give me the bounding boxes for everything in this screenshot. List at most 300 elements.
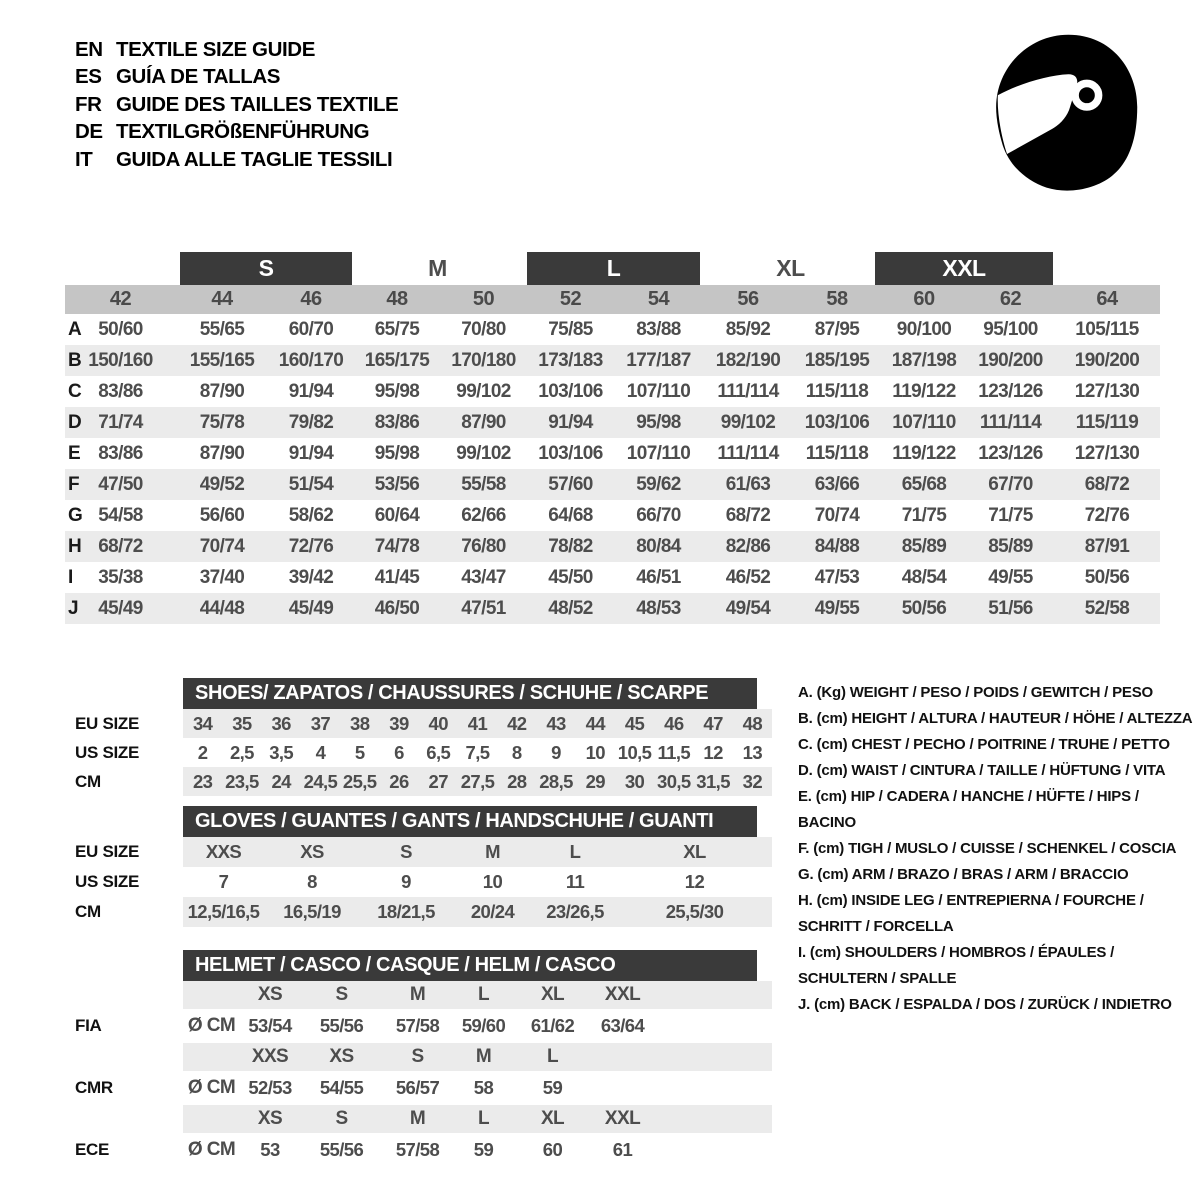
helmet-size: XS xyxy=(329,1046,354,1067)
size-value: 70/74 xyxy=(814,505,860,526)
language-title: TEXTILE SIZE GUIDE xyxy=(116,37,315,61)
shoes-value: 37 xyxy=(310,712,331,734)
helmet-size: XL xyxy=(540,984,565,1005)
shoes-value: 38 xyxy=(350,712,370,734)
gloves-row-label: EU SIZE xyxy=(75,842,140,861)
size-number: 50 xyxy=(472,288,495,310)
size-value: 49/52 xyxy=(199,474,245,495)
size-value: 79/82 xyxy=(288,412,334,433)
shoes-value: 35 xyxy=(232,712,252,734)
size-value: 105/115 xyxy=(1075,319,1139,340)
row-letter: J xyxy=(68,598,79,619)
size-value: 55/65 xyxy=(199,319,245,340)
shoes-value: 39 xyxy=(389,712,409,734)
helmet-value: 53/54 xyxy=(248,1015,292,1036)
legend-item: E. (cm) HIP / CADERA / HANCHE / HÜFTE / HIPS / BACINO xyxy=(798,788,1139,831)
shoes-value: 10 xyxy=(585,741,605,763)
shoes-value: 36 xyxy=(271,712,291,734)
diameter-unit: Ø CM xyxy=(187,1015,236,1036)
size-value: 80/84 xyxy=(636,536,681,557)
row-values xyxy=(65,438,1160,469)
size-value: 177/187 xyxy=(626,350,691,371)
language-row xyxy=(75,91,398,119)
size-value: 70/80 xyxy=(461,319,506,340)
legend-item: D. (cm) WAIST / CINTURA / TAILLE / HÜFTUNG / VITA xyxy=(798,762,1166,779)
shoes-table-title: SHOES/ ZAPATOS / CHAUSSURES / SCHUHE / SCARPE xyxy=(183,678,757,709)
helmet-sizes xyxy=(183,1105,772,1133)
size-value: 76/80 xyxy=(461,536,506,557)
shoes-row-label: EU SIZE xyxy=(75,713,140,733)
language-code: DE xyxy=(75,120,103,144)
shoes-row-values xyxy=(183,709,772,738)
size-value: 123/126 xyxy=(978,443,1043,464)
size-value: 61/63 xyxy=(725,474,771,495)
row-letter: F xyxy=(68,474,80,495)
shoes-value: 30,5 xyxy=(657,770,691,792)
shoes-value: 10,5 xyxy=(617,741,652,763)
shoes-value: 41 xyxy=(467,712,488,734)
helmet-value: 63/64 xyxy=(600,1015,645,1036)
size-value: 62/66 xyxy=(461,505,506,526)
shoes-value: 6,5 xyxy=(426,741,451,763)
size-value: 115/119 xyxy=(1075,412,1139,433)
language-code: IT xyxy=(75,147,93,171)
size-value: 91/94 xyxy=(548,412,593,433)
size-number: 58 xyxy=(826,288,848,310)
size-value: 95/98 xyxy=(374,443,420,464)
size-row-i xyxy=(65,562,1160,593)
legend-item: J. (cm) BACK / ESPALDA / DOS / ZURÜCK / INDIETRO xyxy=(798,996,1172,1013)
size-value: 55/58 xyxy=(461,474,506,495)
size-value: 103/106 xyxy=(804,412,870,433)
diameter-unit: Ø CM xyxy=(187,1139,236,1160)
size-value: 49/54 xyxy=(725,598,771,619)
size-value: 95/100 xyxy=(983,319,1038,340)
size-value: 60/64 xyxy=(374,505,420,526)
size-value: 51/54 xyxy=(288,474,334,495)
gloves-value: 25,5/30 xyxy=(665,901,724,922)
size-row-f xyxy=(65,469,1160,500)
size-value: 60/70 xyxy=(288,319,334,340)
size-value: 99/102 xyxy=(456,381,511,402)
size-value: 119/122 xyxy=(892,381,956,402)
row-values xyxy=(65,407,1160,438)
garment-measure-rows xyxy=(65,314,1160,624)
size-value: 83/86 xyxy=(374,412,420,433)
helmet-size: XS xyxy=(257,1108,283,1129)
size-value: 48/53 xyxy=(636,598,681,619)
helmet-row-spacer xyxy=(65,1043,183,1071)
size-value: 83/88 xyxy=(636,319,681,340)
size-number: 52 xyxy=(559,288,582,310)
row-letter: G xyxy=(68,505,83,526)
size-group-xl: XL xyxy=(776,255,805,281)
size-value: 107/110 xyxy=(892,412,956,433)
shoes-value: 2 xyxy=(197,741,208,763)
shoes-value: 30 xyxy=(624,770,645,792)
row-values xyxy=(65,314,1160,345)
gloves-value: 18/21,5 xyxy=(377,901,435,922)
gloves-row-values xyxy=(183,837,772,867)
gloves-value: M xyxy=(485,841,500,862)
helmet-size: XXL xyxy=(604,984,641,1005)
helmet-size: L xyxy=(477,1108,489,1129)
size-value: 45/49 xyxy=(288,598,334,619)
size-number: 46 xyxy=(300,288,322,310)
gloves-value: S xyxy=(400,841,412,862)
row-values xyxy=(65,376,1160,407)
helmet-size: XXS xyxy=(251,1046,289,1067)
size-value: 71/75 xyxy=(988,505,1033,526)
helmet-row-spacer xyxy=(65,981,183,1009)
size-group-l: L xyxy=(527,252,700,285)
shoes-value: 28 xyxy=(507,770,527,792)
shoes-value: 11,5 xyxy=(657,741,691,763)
legend-item: H. (cm) INSIDE LEG / ENTREPIERNA / FOURCHE / SCHRITT / FORCELLA xyxy=(798,892,1144,935)
size-value: 103/106 xyxy=(538,381,603,402)
shoes-value: 44 xyxy=(585,712,605,734)
helmet-values xyxy=(183,1009,772,1043)
size-value: 87/91 xyxy=(1084,536,1130,557)
language-code: FR xyxy=(75,92,102,116)
size-group-m: M xyxy=(428,255,447,281)
helmet-value: 59/60 xyxy=(461,1015,506,1036)
size-value: 187/198 xyxy=(891,350,957,371)
size-number: 62 xyxy=(999,288,1022,310)
shoes-value: 34 xyxy=(192,712,213,734)
shoes-value: 31,5 xyxy=(696,770,730,792)
size-value: 99/102 xyxy=(720,412,776,433)
size-value: 35/38 xyxy=(98,567,143,588)
size-value: 47/50 xyxy=(98,474,143,495)
gloves-value: 7 xyxy=(218,871,229,892)
size-number: 60 xyxy=(913,288,935,310)
size-value: 87/95 xyxy=(814,319,860,340)
row-letter: C xyxy=(68,381,82,402)
helmet-values xyxy=(183,1071,772,1105)
size-value: 72/76 xyxy=(288,536,334,557)
shoes-value: 8 xyxy=(511,741,522,763)
size-value: 65/68 xyxy=(901,474,947,495)
size-value: 48/54 xyxy=(901,567,947,588)
gloves-row-values xyxy=(183,897,772,927)
helmet-sizes-row-ece xyxy=(65,1105,1160,1133)
size-value: 53/56 xyxy=(374,474,420,495)
size-value: 127/130 xyxy=(1074,443,1140,464)
diameter-unit: Ø CM xyxy=(187,1077,236,1098)
helmet-standard-label: CMR xyxy=(75,1078,113,1097)
size-number: 56 xyxy=(737,288,759,310)
size-value: 68/72 xyxy=(725,505,771,526)
shoes-value: 43 xyxy=(546,712,566,734)
size-value: 127/130 xyxy=(1074,381,1140,402)
language-code: EN xyxy=(75,37,103,61)
language-title: GUIDE DES TAILLES TEXTILE xyxy=(116,92,399,116)
row-values xyxy=(65,500,1160,531)
size-value: 47/51 xyxy=(461,598,506,619)
helmet-sizes-row-cmr xyxy=(65,1043,1160,1071)
helmet-size: S xyxy=(411,1046,424,1067)
helmet-value: 60 xyxy=(542,1139,563,1160)
row-letter: A xyxy=(68,319,82,340)
size-value: 68/72 xyxy=(1084,474,1130,495)
shoes-value: 32 xyxy=(742,770,763,792)
language-title: TEXTILGRÖßENFÜHRUNG xyxy=(116,120,370,144)
gloves-value: L xyxy=(569,841,581,862)
shoes-value: 40 xyxy=(428,712,448,734)
size-number: 42 xyxy=(109,288,132,310)
size-row-b xyxy=(65,345,1160,376)
helmet-value: 55/56 xyxy=(319,1139,364,1160)
size-number: 64 xyxy=(1096,288,1118,310)
shoes-value: 27,5 xyxy=(460,770,495,792)
helmet-value: 53 xyxy=(260,1139,280,1160)
helmet-size: M xyxy=(475,1046,492,1067)
helmet-value: 61/62 xyxy=(530,1015,575,1036)
size-value: 52/58 xyxy=(1084,598,1130,619)
language-row xyxy=(75,64,398,92)
helmet-values xyxy=(183,1133,772,1167)
size-row-a xyxy=(65,314,1160,345)
size-value: 45/50 xyxy=(548,567,593,588)
size-value: 95/98 xyxy=(374,381,420,402)
size-value: 67/70 xyxy=(988,474,1033,495)
gloves-row-label: CM xyxy=(75,902,101,921)
shoes-value: 24,5 xyxy=(303,770,338,792)
language-row xyxy=(75,119,398,147)
shoes-value: 46 xyxy=(664,712,684,734)
helmet-value: 61 xyxy=(612,1139,633,1160)
shoes-row-label: CM xyxy=(75,771,101,791)
gloves-value: 12,5/16,5 xyxy=(187,901,260,922)
language-title-list xyxy=(75,36,398,174)
size-value: 99/102 xyxy=(456,443,511,464)
size-value: 103/106 xyxy=(538,443,603,464)
helmet-size: XXL xyxy=(604,1108,641,1129)
shoes-value: 26 xyxy=(389,770,409,792)
helmet-size: XL xyxy=(540,1108,565,1129)
size-value: 75/85 xyxy=(548,319,593,340)
helmet-value: 59 xyxy=(542,1077,563,1098)
size-value: 50/56 xyxy=(901,598,947,619)
size-value: 150/160 xyxy=(88,350,153,371)
shoes-value: 12 xyxy=(703,741,723,763)
helmet-standard-label: FIA xyxy=(75,1016,102,1035)
size-value: 51/56 xyxy=(988,598,1033,619)
shoes-value: 3,5 xyxy=(269,741,294,763)
shoes-value: 47 xyxy=(703,712,723,734)
shoes-value: 24 xyxy=(271,770,291,792)
helmet-values-row-ece xyxy=(65,1133,1160,1167)
gloves-value: XS xyxy=(300,841,324,862)
size-value: 46/51 xyxy=(636,567,681,588)
size-value: 57/60 xyxy=(548,474,593,495)
size-value: 50/56 xyxy=(1084,567,1130,588)
row-letter: H xyxy=(68,536,82,557)
size-row-e xyxy=(65,438,1160,469)
size-value: 160/170 xyxy=(278,350,344,371)
helmet-value: 56/57 xyxy=(395,1077,440,1098)
size-value: 115/118 xyxy=(805,443,869,464)
size-value: 87/90 xyxy=(199,381,245,402)
size-number-band xyxy=(65,285,1160,314)
gloves-value: 8 xyxy=(307,871,317,892)
shoes-value: 27 xyxy=(428,770,448,792)
legend-item: B. (cm) HEIGHT / ALTURA / HAUTEUR / HÖHE / ALTEZZA xyxy=(798,710,1193,727)
gloves-value: 23/26,5 xyxy=(546,901,604,922)
size-value: 63/66 xyxy=(814,474,860,495)
helmet-size: M xyxy=(409,984,426,1005)
size-value: 49/55 xyxy=(988,567,1033,588)
size-value: 50/60 xyxy=(98,319,143,340)
helmet-size: XS xyxy=(257,984,283,1005)
shoes-value: 48 xyxy=(742,712,763,734)
row-letter: E xyxy=(68,443,81,464)
shoes-value: 25,5 xyxy=(342,770,377,792)
racing-helmet-icon xyxy=(980,28,1150,196)
size-value: 84/88 xyxy=(814,536,860,557)
size-value: 107/110 xyxy=(626,381,691,402)
size-value: 49/55 xyxy=(814,598,860,619)
size-value: 190/200 xyxy=(1074,350,1140,371)
gloves-value: 12 xyxy=(684,871,705,892)
size-value: 173/183 xyxy=(538,350,603,371)
shoes-value: 4 xyxy=(315,741,326,763)
language-code: ES xyxy=(75,65,102,89)
gloves-table-title: GLOVES / GUANTES / GANTS / HANDSCHUHE / GUANTI xyxy=(183,806,757,837)
size-value: 185/195 xyxy=(804,350,870,371)
size-value: 87/90 xyxy=(461,412,506,433)
size-value: 72/76 xyxy=(1084,505,1130,526)
legend-item: I. (cm) SHOULDERS / HOMBROS / ÉPAULES / SCHULTERN / SPALLE xyxy=(798,944,1115,987)
size-value: 78/82 xyxy=(548,536,593,557)
size-value: 155/165 xyxy=(189,350,255,371)
size-group-xxl: XXL xyxy=(875,252,1053,285)
row-values xyxy=(65,531,1160,562)
size-value: 85/92 xyxy=(725,319,771,340)
row-values xyxy=(65,562,1160,593)
gloves-value: 11 xyxy=(565,871,585,892)
garment-size-table xyxy=(65,252,1160,624)
gloves-value: 10 xyxy=(482,871,503,892)
row-letter: B xyxy=(68,350,82,371)
size-value: 85/89 xyxy=(988,536,1033,557)
size-value: 111/114 xyxy=(979,412,1042,433)
shoes-row-values xyxy=(183,738,772,767)
size-value: 66/70 xyxy=(636,505,681,526)
legend-item: A. (Kg) WEIGHT / PESO / POIDS / GEWITCH / PESO xyxy=(798,684,1153,701)
shoes-value: 6 xyxy=(394,741,404,763)
size-value: 91/94 xyxy=(288,443,334,464)
size-row-c xyxy=(65,376,1160,407)
shoes-value: 5 xyxy=(354,741,365,763)
size-number: 54 xyxy=(647,288,670,310)
size-number: 44 xyxy=(211,288,233,310)
size-value: 90/100 xyxy=(896,319,952,340)
size-value: 70/74 xyxy=(199,536,245,557)
helmet-size: M xyxy=(409,1108,426,1129)
size-value: 56/60 xyxy=(199,505,245,526)
size-number: 48 xyxy=(386,288,408,310)
shoes-value: 28,5 xyxy=(539,770,573,792)
language-title: GUÍA DE TALLAS xyxy=(116,65,281,89)
helmet-value: 58 xyxy=(473,1077,494,1098)
size-row-d xyxy=(65,407,1160,438)
gloves-value: 16,5/19 xyxy=(283,901,341,922)
size-value: 83/86 xyxy=(98,443,143,464)
helmet-value: 55/56 xyxy=(319,1015,364,1036)
size-value: 170/180 xyxy=(451,350,516,371)
size-value: 71/75 xyxy=(901,505,947,526)
helmet-row-spacer xyxy=(65,1105,183,1133)
size-value: 82/86 xyxy=(725,536,771,557)
size-value: 43/47 xyxy=(461,567,506,588)
helmet-size: S xyxy=(335,984,348,1005)
size-value: 107/110 xyxy=(626,443,691,464)
shoes-value: 9 xyxy=(551,741,561,763)
size-value: 190/200 xyxy=(978,350,1043,371)
size-value: 58/62 xyxy=(288,505,334,526)
helmet-table-title: HELMET / CASCO / CASQUE / HELM / CASCO xyxy=(183,950,757,981)
helmet-value: 57/58 xyxy=(395,1015,440,1036)
language-row xyxy=(75,146,398,174)
row-letter: I xyxy=(68,567,74,588)
size-row-j xyxy=(65,593,1160,624)
size-value: 41/45 xyxy=(374,567,420,588)
gloves-row-label: US SIZE xyxy=(75,872,140,891)
size-value: 165/175 xyxy=(364,350,430,371)
size-value: 54/58 xyxy=(98,505,143,526)
size-value: 95/98 xyxy=(636,412,681,433)
shoes-value: 13 xyxy=(742,741,763,763)
size-value: 74/78 xyxy=(374,536,420,557)
gloves-value: XL xyxy=(683,841,706,862)
size-value: 65/75 xyxy=(374,319,420,340)
shoes-value: 23,5 xyxy=(225,770,259,792)
language-row xyxy=(75,36,398,64)
helmet-value: 52/53 xyxy=(248,1077,292,1098)
measurement-legend xyxy=(798,680,1194,1018)
helmet-standard-label: ECE xyxy=(75,1140,110,1159)
row-values xyxy=(65,593,1160,624)
helmet-value: 54/55 xyxy=(319,1077,364,1098)
size-value: 46/50 xyxy=(374,598,420,619)
shoes-value: 45 xyxy=(624,712,645,734)
gloves-row-values xyxy=(183,867,772,897)
shoes-value: 42 xyxy=(507,712,527,734)
size-value: 47/53 xyxy=(814,567,860,588)
size-value: 44/48 xyxy=(199,598,245,619)
size-value: 85/89 xyxy=(901,536,947,557)
size-value: 111/114 xyxy=(717,443,779,464)
row-values xyxy=(65,345,1160,376)
size-value: 68/72 xyxy=(98,536,143,557)
row-letter: D xyxy=(68,412,82,433)
shoes-value: 23 xyxy=(192,770,213,792)
size-value: 111/114 xyxy=(717,381,779,402)
size-value: 48/52 xyxy=(548,598,593,619)
helmet-size: L xyxy=(477,984,489,1005)
size-value: 115/118 xyxy=(805,381,869,402)
shoes-row-label: US SIZE xyxy=(75,742,140,762)
size-value: 91/94 xyxy=(288,381,334,402)
helmet-values-row-cmr xyxy=(65,1071,1160,1105)
size-value: 45/49 xyxy=(98,598,143,619)
language-title: GUIDA ALLE TAGLIE TESSILI xyxy=(116,147,393,171)
size-value: 182/190 xyxy=(715,350,781,371)
size-value: 83/86 xyxy=(98,381,143,402)
gloves-value: 9 xyxy=(401,871,411,892)
